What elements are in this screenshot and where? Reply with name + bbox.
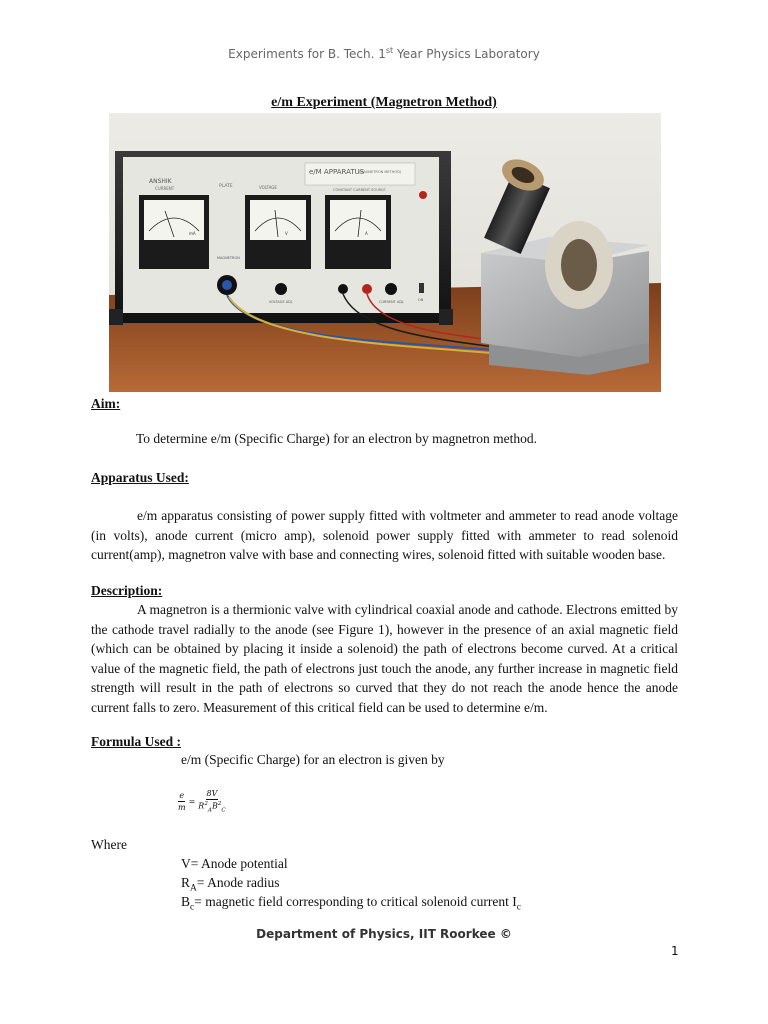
apparatus-text: e/m apparatus consisting of power supply fitted with voltmeter and ammeter to read anode voltage (in volts), anode current (micro amp), solenoid power supply fitted with ammeter to read solenoid current(amp), magnetron valve with base and connecting wires, solenoid fitted with suitable wooden base. [91,508,678,562]
meter3-caption: CONSTANT CURRENT SOURCE [333,188,386,192]
terminal-red [362,284,372,294]
panel-title: e/M APPARATUS [309,168,365,176]
where-label: Where [91,837,127,852]
description-heading: Description: [91,583,163,598]
power-switch [419,283,424,293]
anode-current-meter [139,195,209,269]
svg-text:ON: ON [418,298,424,302]
page-title: e/m Experiment (Magnetron Method) [271,95,497,110]
page-number: 1 [671,944,679,958]
page-footer: Department of Physics, IIT Roorkee © [256,927,512,941]
solenoid-current-meter [325,195,391,269]
running-header: Experiments for B. Tech. 1st Year Physics Laboratory [228,46,540,61]
variable-ra: $R_A=$ Anode radius [181,875,280,894]
svg-text:CURRENT ADJ.: CURRENT ADJ. [379,300,405,304]
description-text: A magnetron is a thermionic valve with cylindrical coaxial anode and cathode. Electrons emitted by the cathode travel radially to the anode (see Figure 1), however in the presence of an axial magnetic field (which can be obtained by placing it inside a solenoid) the path of electrons become curved. At a critical value of the magnetic field, the path of electrons just touch the anode, any further increase in magnetic field strength will result in the path of electrons so curved that they do not reach the anode hence the anode current falls to zero. Measurement of this critical field can be used to determine e/m. [91,602,678,715]
current-adj-knob [385,283,397,295]
indicator-lamp [419,191,427,199]
variable-v: V= Anode potential [181,856,288,871]
formula-heading: Formula Used : [91,734,181,749]
variable-bc: $B_c=$ magnetic field corresponding to critical solenoid current $I_c$ [181,894,521,913]
svg-text:A: A [365,231,368,236]
terminal-black [338,284,348,294]
svg-text:V: V [285,231,288,236]
meter2-caption: VOLTAGE [259,185,277,190]
voltage-adj-knob [275,283,287,295]
apparatus-photo [109,113,661,392]
anode-voltage-meter [245,195,311,269]
magnetron-socket-label: MAGNETRON [217,256,240,260]
em-formula: $\frac{e}{m}$ = $\frac{8V}{R^2_AB^2_C}$ [178,789,226,814]
meter1-caption: CURRENT [155,186,175,191]
plate-caption: PLATE [219,184,233,189]
aim-heading: Aim: [91,396,121,411]
svg-text:VOLTAGE ADJ.: VOLTAGE ADJ. [269,300,294,304]
svg-text:mA: mA [189,231,196,236]
apparatus-heading: Apparatus Used: [91,470,189,485]
brand-label: ANSHIK [149,178,172,185]
panel-subtitle: (MAGNETRON METHOD) [359,170,402,174]
formula-intro: e/m (Specific Charge) for an electron is given by [181,752,445,767]
aim-text: To determine e/m (Specific Charge) for an electron by magnetron method. [136,431,538,446]
